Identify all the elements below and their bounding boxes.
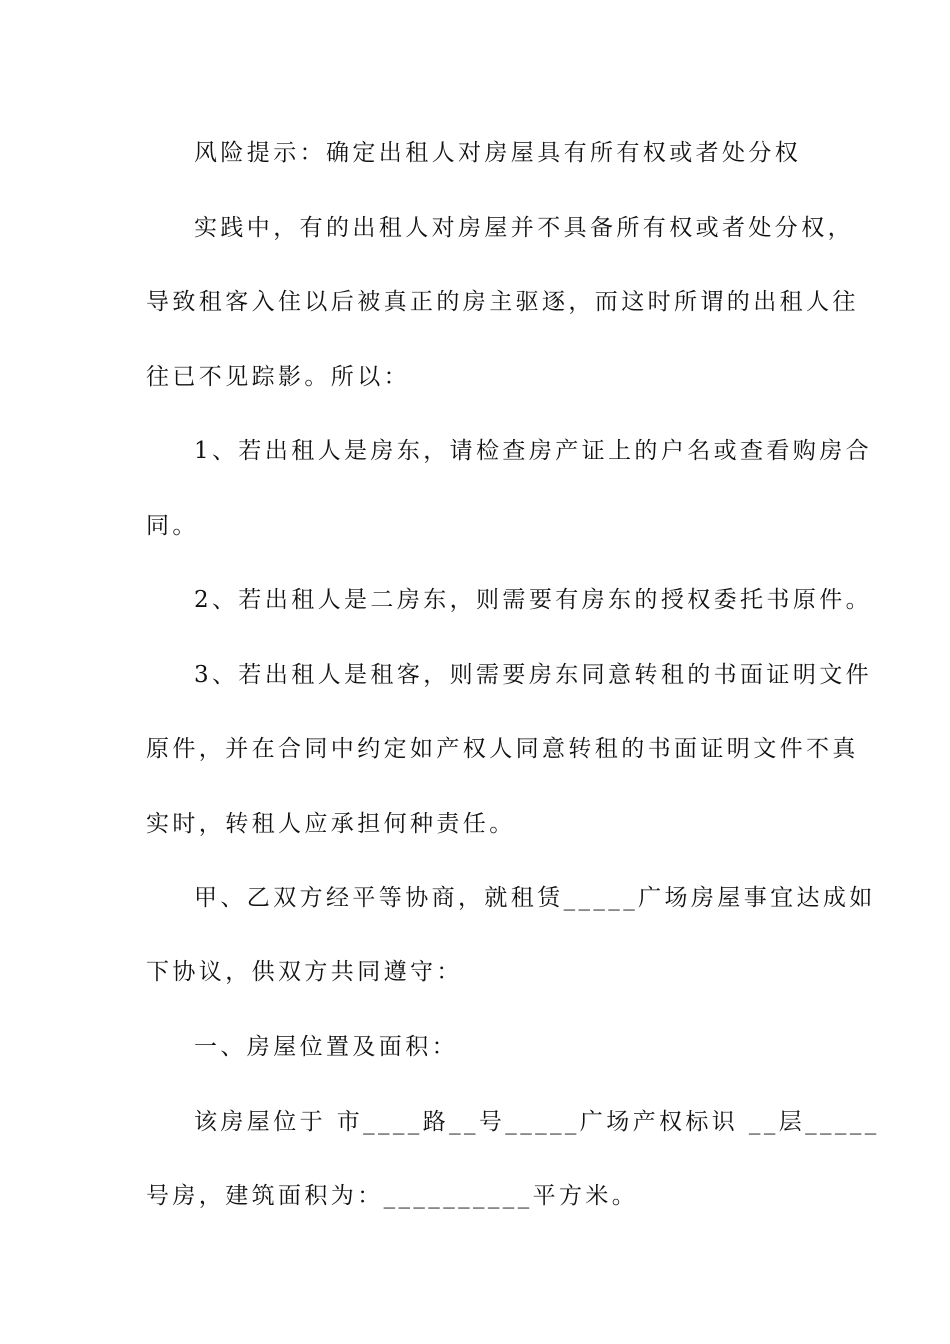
list-item-1-line: 1、若出租人是房东，请检查房产证上的户名或查看购房合 [194,438,873,464]
location-line: 该房屋位于 市____路__号_____广场产权标识 __层_____ [194,1109,880,1135]
paragraph-line: 往已不见踪影。所以： [146,364,410,390]
location-line: 号房，建筑面积为：__________平方米。 [146,1183,639,1209]
paragraph-line: 导致租客入住以后被真正的房主驱逐，而这时所谓的出租人往 [146,289,859,315]
list-item-3-line: 原件，并在合同中约定如产权人同意转租的书面证明文件不真 [146,736,859,762]
list-item-1-line: 同。 [146,513,199,539]
list-item-2-line: 2、若出租人是二房东，则需要有房东的授权委托书原件。 [194,587,873,613]
list-item-3-line: 实时，转租人应承担何种责任。 [146,811,516,837]
risk-warning-heading: 风险提示：确定出租人对房屋具有所有权或者处分权 [194,140,802,166]
agreement-intro-line: 甲、乙双方经平等协商，就租赁_____广场房屋事宜达成如 [194,885,876,911]
paragraph-line: 实践中，有的出租人对房屋并不具备所有权或者处分权， [194,215,854,241]
agreement-intro-line: 下协议，供双方共同遵守： [146,959,463,985]
section-heading: 一、房屋位置及面积： [194,1034,458,1060]
list-item-3-line: 3、若出租人是租客，则需要房东同意转租的书面证明文件 [194,662,873,688]
